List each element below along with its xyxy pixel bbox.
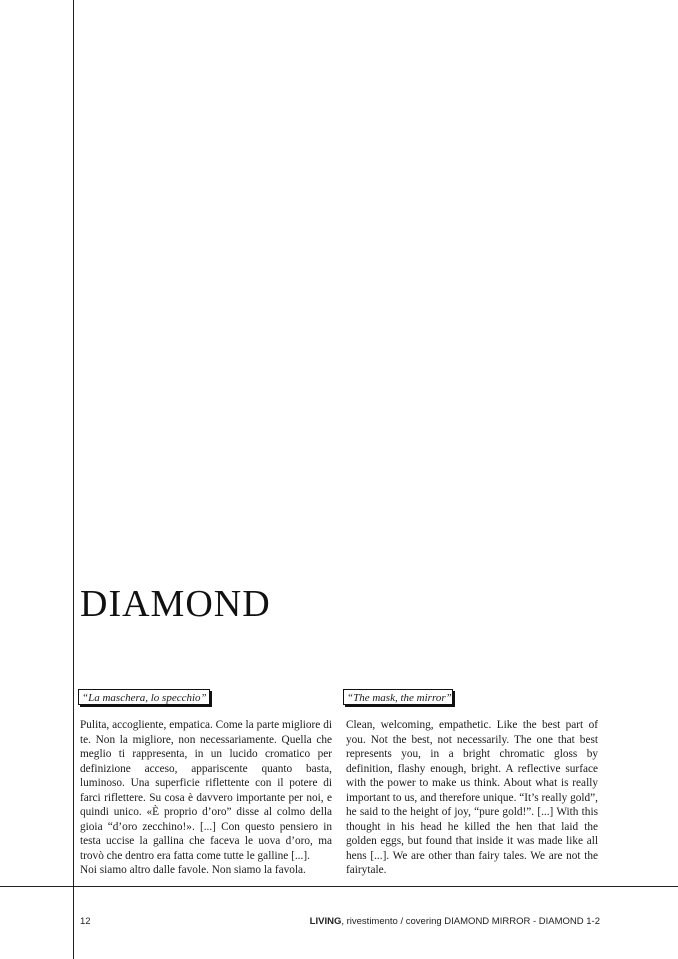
footer-rule [0,886,678,887]
italian-paragraph: Pulita, accogliente, empatica. Come la parte migliore di te. Non la migliore, non necessariamente. Quella che meglio ti rappresenta, in un lucido cromatico per definizione acceso, appariscente quanto basta, luminoso. Una superficie riflettente con il potere di farci riflettere. Su cosa è davvero importante per noi, e quindi unico. «È proprio d’oro” disse al colmo della gioia “d’oro zecchino!». [...] Con questo pensiero in testa uccise la gallina che faceva le uova d’oro, ma trovò che dentro era fatta come tutte le galline [...]. [80,719,332,862]
page-title: DIAMOND [80,583,271,625]
footer-caption-text: , rivestimento / covering DIAMOND MIRROR - DIAMOND 1-2 [341,916,600,927]
english-paragraph: Clean, welcoming, empathetic. Like the best part of you. Not the best, not necessarily. The one that best represents you, in a bright chromatic gloss by definition, flashy enough, bright. A reflective surface with the power to make us think. About what is really important to us, and therefore unique. “It’s really gold”, he said to the height of joy, “pure gold!”. [...] With this thought in his head he killed the hen that laid the golden eggs, but found that inside it was made like all hens [...]. We are other than fairy tales. We are not the fairytale. [346,719,598,876]
page-number: 12 [80,916,91,927]
vertical-rule [73,0,74,959]
footer-brand: LIVING [309,916,342,927]
english-subheading: “The mask, the mirror” [343,689,453,705]
italian-subheading: “La maschera, lo specchio” [78,689,210,705]
italian-paragraph: Noi siamo altro dalle favole. Non siamo la favola. [80,864,306,876]
english-column [346,718,598,878]
footer-caption [310,916,600,927]
italian-column [80,718,332,878]
